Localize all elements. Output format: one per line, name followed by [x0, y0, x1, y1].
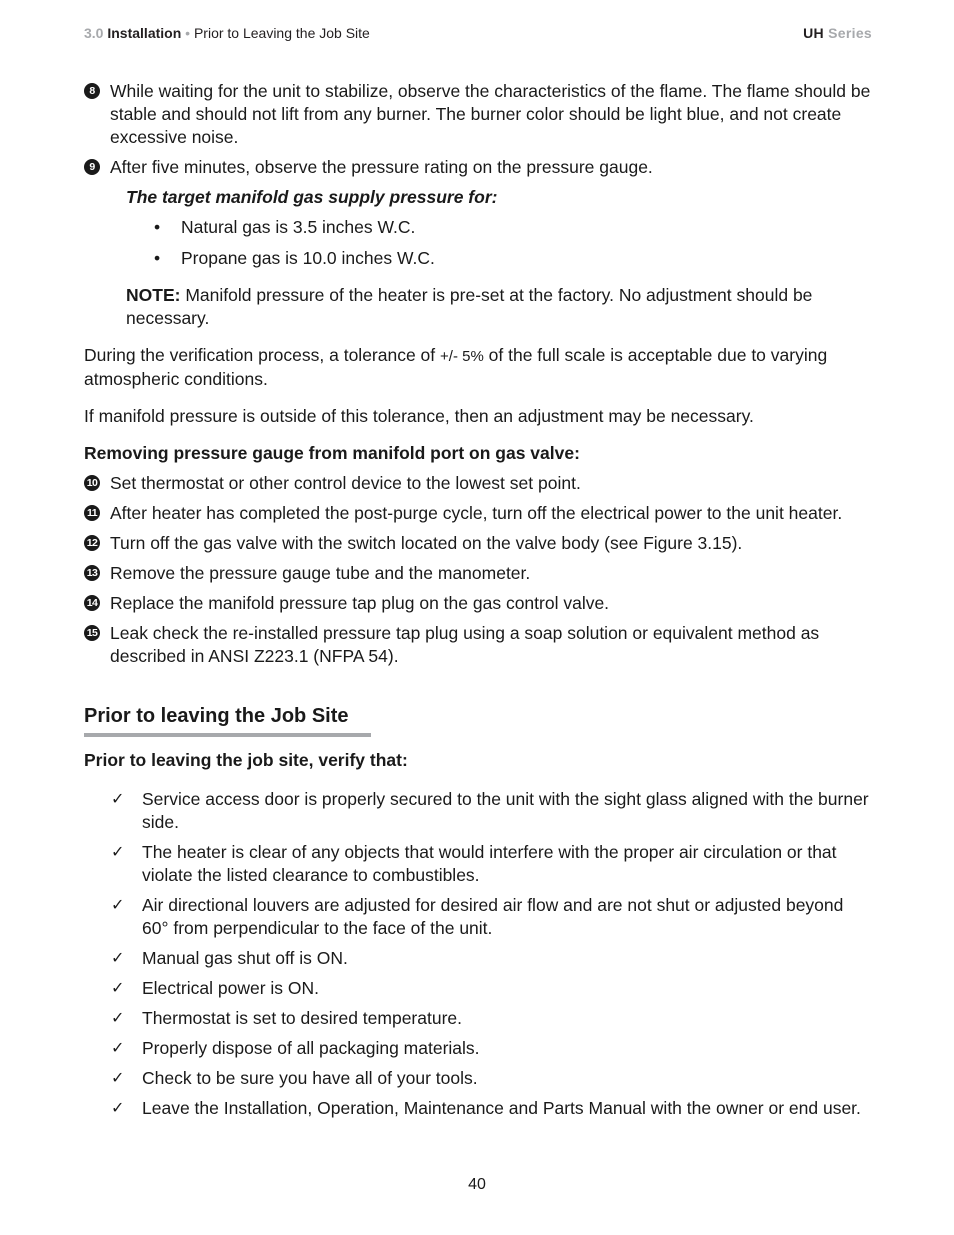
step-item — [84, 562, 874, 585]
step-text: Replace the manifold pressure tap plug on the gas control valve. — [110, 593, 610, 613]
tolerance-value: +/- 5% — [440, 348, 484, 365]
step-item — [84, 502, 874, 525]
removing-gauge-heading: Removing pressure gauge from manifold port on gas valve: — [84, 443, 580, 463]
step-text: Remove the pressure gauge tube and the manometer. — [110, 563, 531, 583]
bullet-text: Propane gas is 10.0 inches W.C. — [181, 248, 435, 268]
step-item — [84, 80, 874, 149]
note-block — [84, 284, 874, 330]
series-prefix: UH — [803, 25, 824, 41]
checklist-text: Check to be sure you have all of your tools. — [142, 1068, 478, 1088]
step-item — [84, 532, 874, 555]
page-header-breadcrumb — [84, 25, 370, 41]
checkmark-icon: ✓ — [111, 980, 125, 997]
section-name: Installation — [107, 25, 182, 41]
step-number-badge: 8 — [84, 83, 100, 99]
verify-heading: Prior to leaving the job site, verify that: — [84, 750, 408, 770]
series-suffix: Series — [828, 25, 872, 41]
checkmark-icon: ✓ — [111, 1100, 125, 1117]
checklist-item — [84, 977, 874, 1000]
section-number: 3.0 — [84, 25, 104, 41]
step-number-badge: 10 — [84, 475, 100, 491]
series-label — [803, 25, 872, 41]
checklist-text: The heater is clear of any objects that would interfere with the proper air circulation or that violate the listed clearance to combustibles. — [142, 842, 837, 885]
breadcrumb-separator: • — [185, 25, 191, 41]
step-text: After heater has completed the post-purge cycle, turn off the electrical power to the unit heater. — [110, 503, 843, 523]
checkmark-icon: ✓ — [111, 950, 125, 967]
checklist-item — [84, 1067, 874, 1090]
step-item — [84, 592, 874, 615]
checklist-item — [84, 1037, 874, 1060]
step-number-badge: 9 — [84, 159, 100, 175]
tolerance-text-before: During the verification process, a tolerance of — [84, 345, 441, 365]
checklist-text: Thermostat is set to desired temperature. — [142, 1008, 462, 1028]
bullet-item — [84, 247, 874, 270]
step-text: After five minutes, observe the pressure rating on the pressure gauge. — [110, 157, 653, 177]
step-number-badge: 11 — [84, 505, 100, 521]
checkmark-icon: ✓ — [111, 791, 125, 808]
checklist-item — [84, 1097, 874, 1120]
checklist-text: Manual gas shut off is ON. — [142, 948, 348, 968]
step-text: Turn off the gas valve with the switch located on the valve body (see Figure 3.15). — [110, 533, 743, 553]
target-pressure-heading: The target manifold gas supply pressure for: — [126, 187, 498, 207]
checklist-item — [84, 1007, 874, 1030]
page-number: 40 — [468, 1176, 486, 1193]
section-title-underline — [84, 733, 371, 737]
step-number-badge: 13 — [84, 565, 100, 581]
step-text: Set thermostat or other control device to the lowest set point. — [110, 473, 581, 493]
subsection-name: Prior to Leaving the Job Site — [193, 25, 370, 41]
note-text: Manifold pressure of the heater is pre-set at the factory. No adjustment should be necessary. — [126, 285, 813, 328]
step-text: Leak check the re-installed pressure tap plug using a soap solution or equivalent method as described in ANSI Z223.1 (NFPA 54). — [110, 623, 820, 666]
step-item — [84, 472, 874, 495]
step-number-badge: 14 — [84, 595, 100, 611]
step-item — [84, 622, 874, 668]
step-item — [84, 156, 874, 179]
checklist-text: Leave the Installation, Operation, Maintenance and Parts Manual with the owner or end user. — [142, 1098, 861, 1118]
step-number-badge: 12 — [84, 535, 100, 551]
section-title: Prior to leaving the Job Site — [84, 705, 349, 727]
tolerance-text-after: of the full scale is acceptable due to varying atmospheric conditions. — [84, 345, 828, 389]
adjustment-paragraph: If manifold pressure is outside of this tolerance, then an adjustment may be necessary. — [84, 406, 754, 426]
checkmark-icon: ✓ — [111, 897, 125, 914]
checklist-item — [84, 788, 874, 834]
step-number-badge: 15 — [84, 625, 100, 641]
step-text: While waiting for the unit to stabilize, observe the characteristics of the flame. The flame should be stable and should not lift from any burner. The burner color should be light blue, and not create excessive noise. — [110, 81, 871, 147]
bullet-text: Natural gas is 3.5 inches W.C. — [181, 217, 416, 237]
checklist-text: Service access door is properly secured to the unit with the sight glass aligned with the burner side. — [142, 789, 869, 832]
bullet-item — [84, 216, 874, 239]
bullet-icon: • — [154, 217, 161, 237]
checkmark-icon: ✓ — [111, 1040, 125, 1057]
checkmark-icon: ✓ — [111, 844, 125, 861]
checklist-text: Air directional louvers are adjusted for desired air flow and are not shut or adjusted beyond 60° from perpendicular to the face of the unit. — [142, 895, 844, 938]
checklist-text: Properly dispose of all packaging materials. — [142, 1038, 480, 1058]
checkmark-icon: ✓ — [111, 1070, 125, 1087]
checkmark-icon: ✓ — [111, 1010, 125, 1027]
checklist-item — [84, 841, 874, 887]
tolerance-paragraph — [84, 344, 874, 391]
note-label: NOTE: — [126, 285, 181, 305]
checklist-item — [84, 947, 874, 970]
page-content — [84, 80, 874, 1127]
checklist-text: Electrical power is ON. — [142, 978, 319, 998]
checklist-item — [84, 894, 874, 940]
bullet-icon: • — [154, 248, 161, 268]
